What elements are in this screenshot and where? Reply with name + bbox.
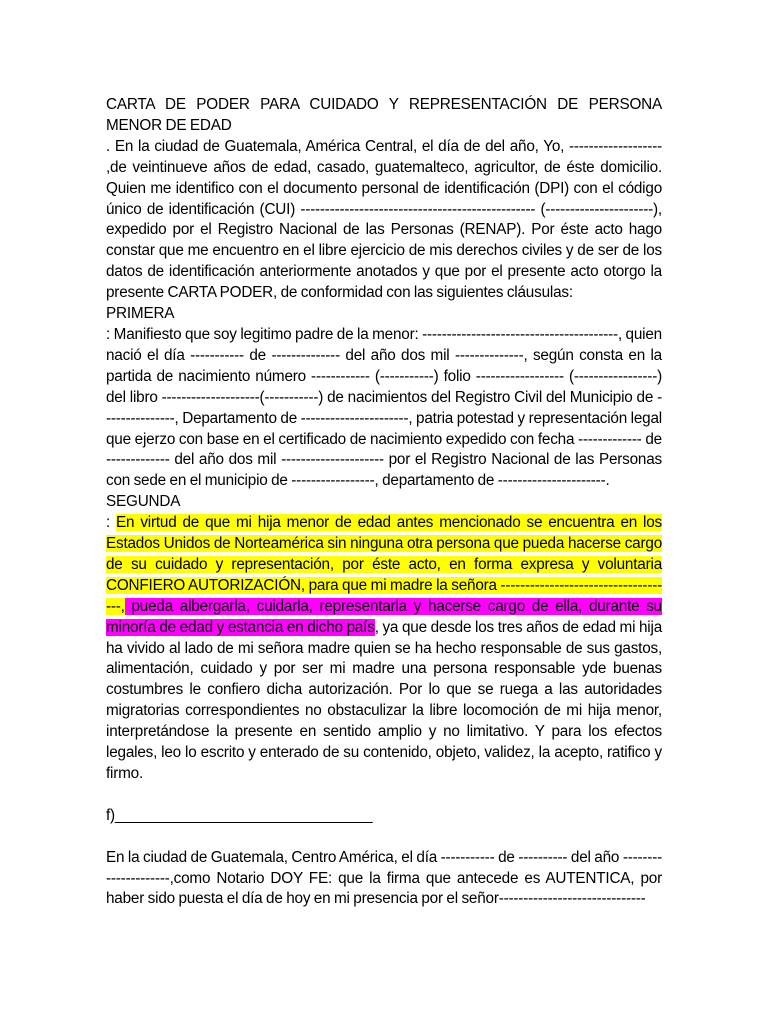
document-title: CARTA DE PODER PARA CUIDADO Y REPRESENTACIÓN DE PERSONA MENOR DE EDAD bbox=[106, 96, 662, 134]
notary-paragraph: En la ciudad de Guatemala, Centro América, el día ----------- de ---------- del año ---------------------,como Notario DOY FE: que la firma que antecede es AUTENTICA, por haber sido puesta el día de hoy en mi presencia por el señor------------------------------ bbox=[106, 848, 662, 908]
primera-clause: : Manifiesto que soy legitimo padre de la menor: ----------------------------------------, quien nació el día ----------- de -------------- del año dos mil --------------, según consta en la partida de nacimiento número ------------ (-----------) folio ------------------ (-----------------) del libro --------------------(-----------) de nacimientos del Registro Civil del Municipio de ---------------, Departamento de ----------------------, patria potestad y representación legal que ejerzo con base en el certificado de nacimiento expedido con fecha ------------- de ------------- del año dos mil --------------------- por el Registro Nacional de las Personas con sede en el municipio de -----------------, departamento de ----------------------. bbox=[106, 325, 662, 490]
spacer bbox=[106, 827, 662, 848]
primera-heading: PRIMERA bbox=[106, 305, 175, 323]
segunda-clause bbox=[106, 513, 662, 785]
segunda-rest: , ya que desde los tres años de edad mi hija ha vivido al lado de mi señora madre quien se ha hecho responsable de sus gastos, alimentación, cuidado y por ser mi madre una persona responsable yde buenas costumbres le confiero dicha autorización. Por lo que se ruega a las autoridades migratorias correspondientes no obstaculizar la libre locomoción de mi hija menor, interpretándose la presente en sentido amplio y no limitativo. Y para los efectos legales, leo lo escrito y enterado de su contenido, objeto, validez, la acepto, ratifico y firmo. bbox=[106, 618, 663, 782]
intro-paragraph: . En la ciudad de Guatemala, América Central, el día de del año, Yo, ------------------- ,de veintinueve años de edad, casado, guatemalteco, agricultor, de éste domicilio. Quien me identifico con el documento personal de identificación (DPI) con el código único de identificación (CUI) ------------------------------------------------ (----------------------), expedido por el Registro Nacional de las Personas (RENAP). Por éste acto hago constar que me encuentro en el libre ejercicio de mis derechos civiles y de ser de los datos de identificación anteriormente anotados y que por el presente acto otorgo la presente CARTA PODER, de conformidad con las siguientes cláusulas: bbox=[106, 137, 662, 302]
segunda-heading: SEGUNDA bbox=[106, 493, 181, 511]
highlight-magenta: pueda albergarla, cuidarla, representarla y hacerse cargo de ella, durante su minoría de edad y estancia en dicho país bbox=[106, 597, 662, 636]
spacer bbox=[106, 785, 662, 806]
signature-line: f)_______________________________ bbox=[106, 806, 373, 824]
segunda-prefix: : bbox=[106, 514, 117, 532]
highlight-yellow: En virtud de que mi hija menor de edad antes mencionado se encuentra en los Estados Unidos de Norteamérica sin ninguna otra persona que pueda hacerse cargo de su cuidado y representación, por éste acto, en forma expresa y voluntaria CONFIERO AUTORIZACIÓN, para que mi madre la señora ------------------------------------, bbox=[106, 514, 662, 615]
document-page bbox=[106, 95, 662, 910]
